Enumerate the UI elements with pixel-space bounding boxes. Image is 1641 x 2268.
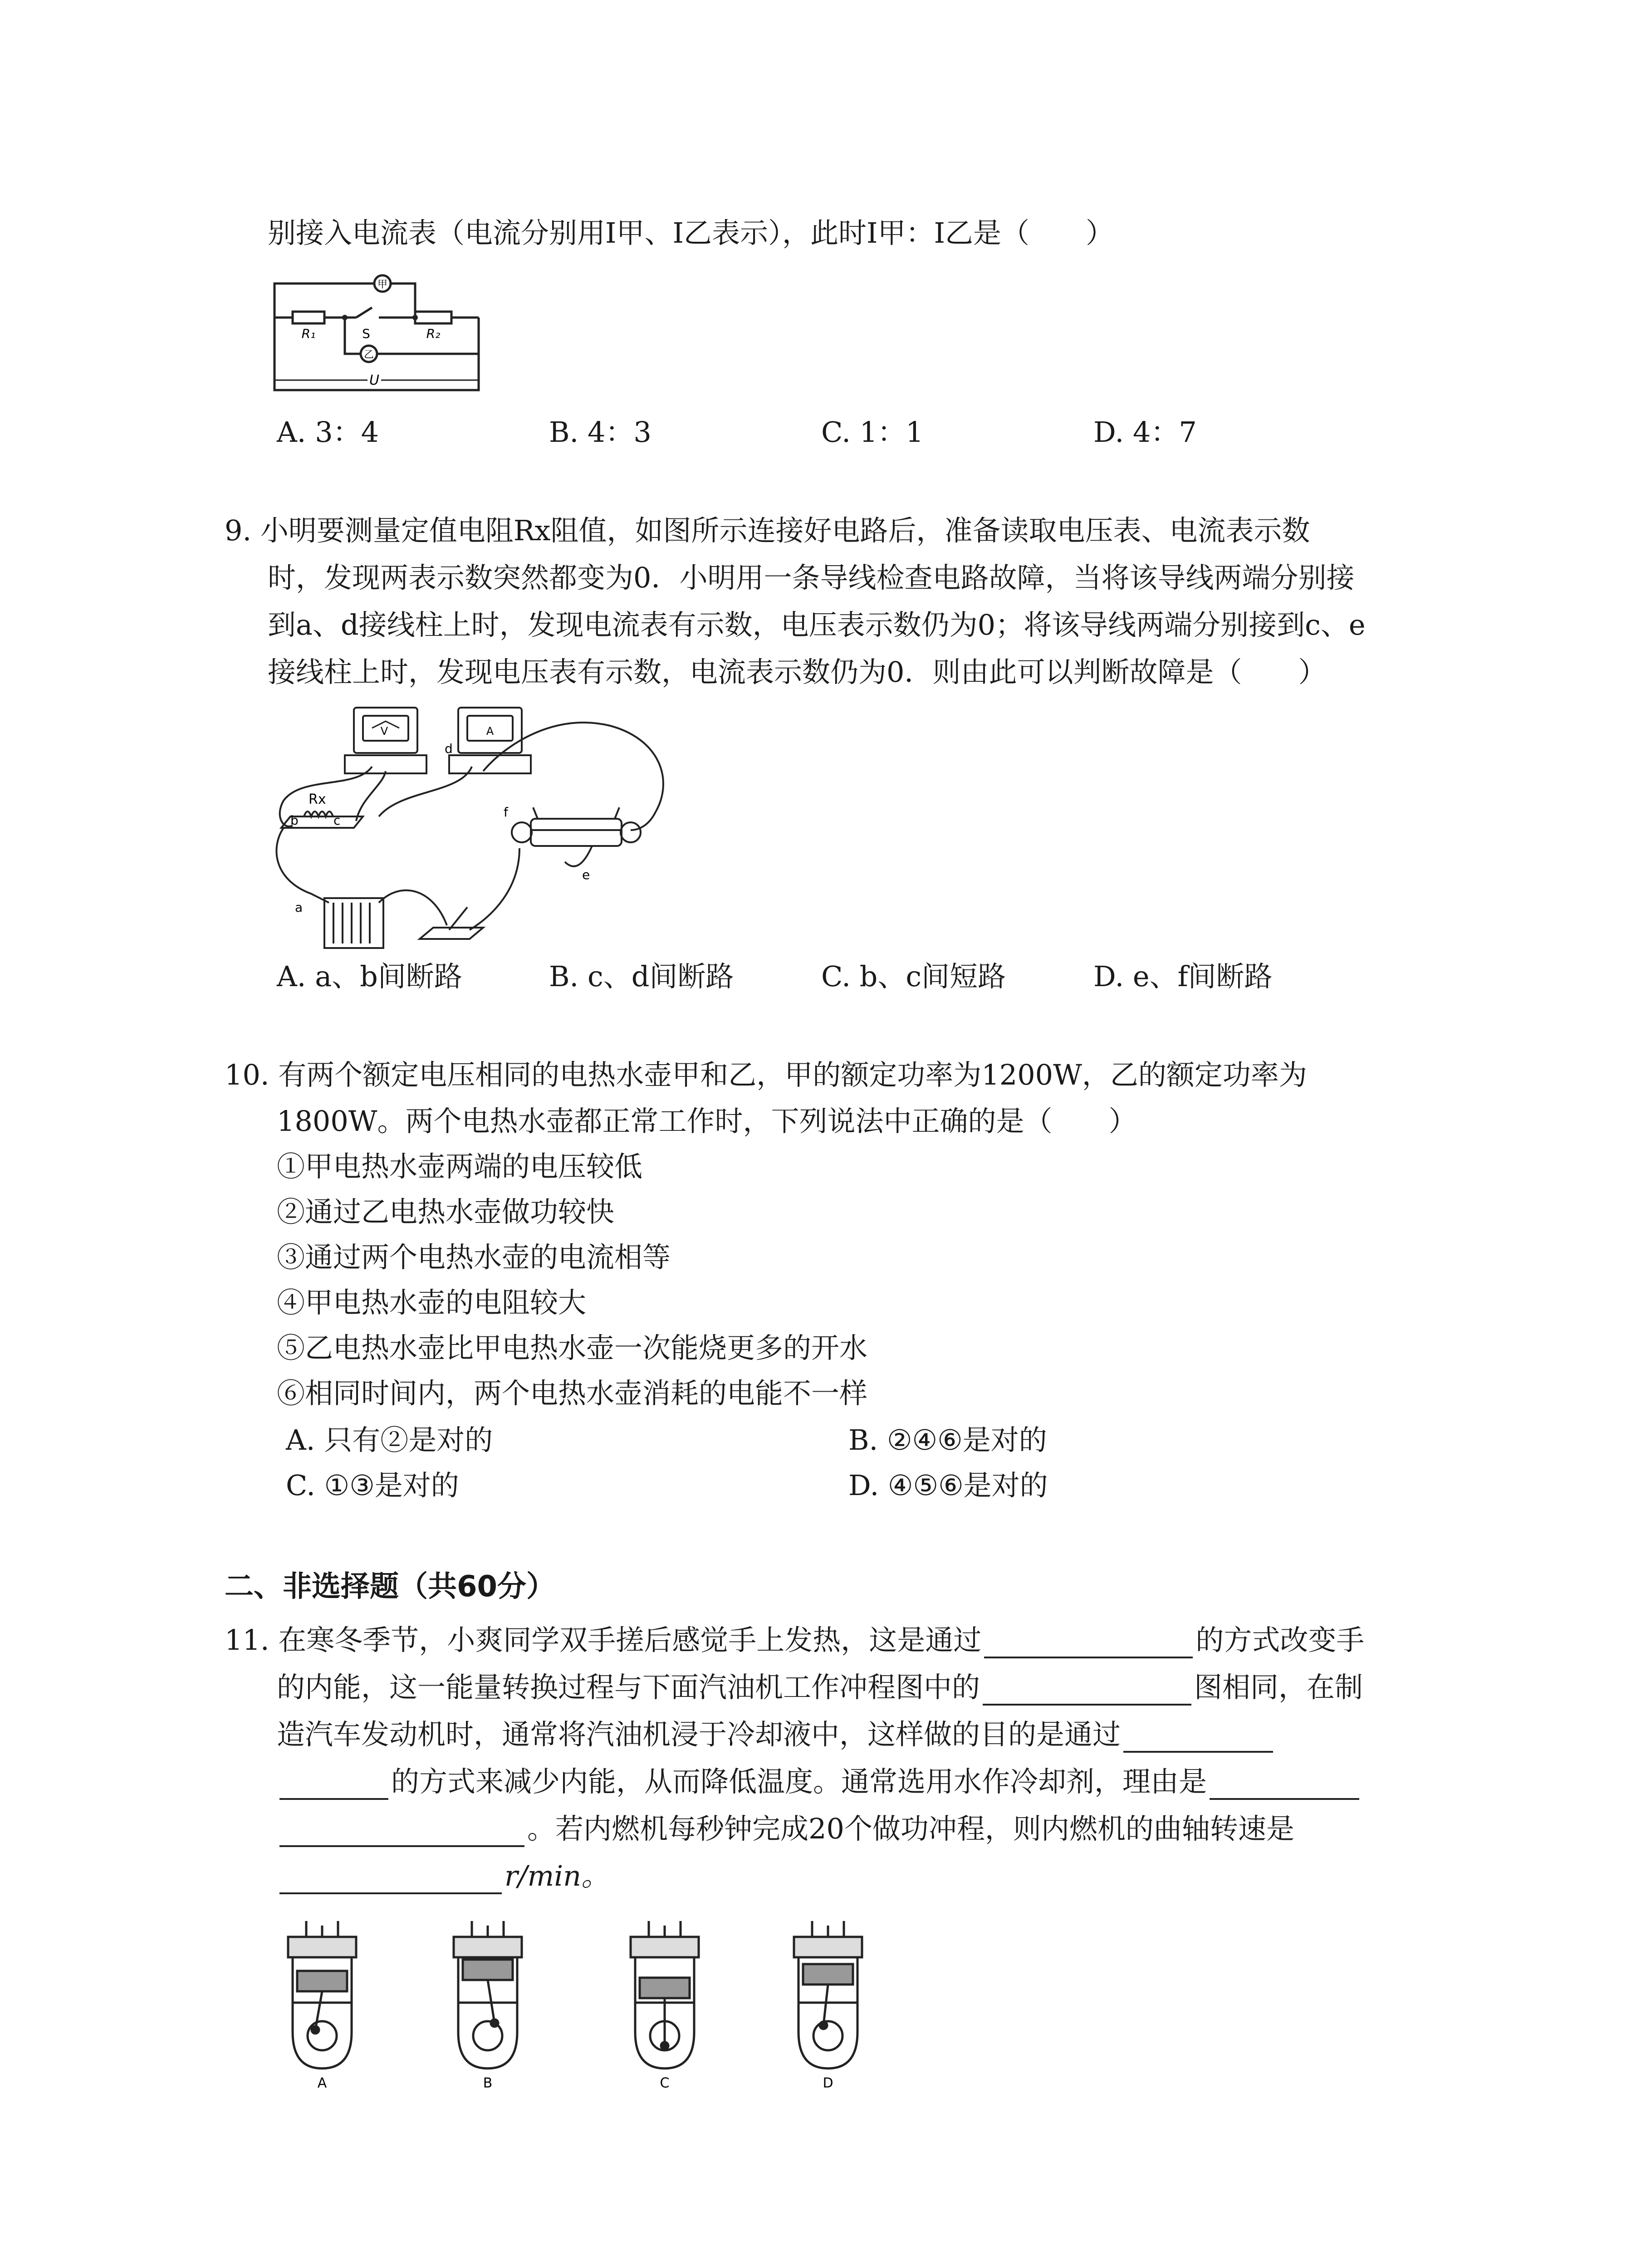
q9-ammeter-a: A bbox=[486, 725, 494, 738]
q11-line-3 bbox=[277, 1716, 1276, 1753]
q10-stem-line: 10. 有两个额定电压相同的电热水壶甲和乙，甲的额定功率为1200W，乙的额定功率为 bbox=[225, 1058, 1307, 1091]
q11-line-4 bbox=[277, 1764, 1362, 1800]
q11-text: 图相同，在制 bbox=[1194, 1671, 1363, 1704]
q10-option-b[interactable]: B. ②④⑥是对的 bbox=[848, 1423, 1047, 1457]
q8-fig-u: U bbox=[369, 372, 379, 388]
q8-fig-s: S bbox=[362, 326, 370, 341]
q11-blank-2[interactable] bbox=[983, 1676, 1191, 1706]
q9-option-d[interactable]: D. e、f间断路 bbox=[1093, 960, 1273, 993]
q11-text: 造汽车发动机时，通常将汽油机浸于冷却液中，这样做的目的是通过 bbox=[277, 1718, 1121, 1751]
q9-option-c[interactable]: C. b、c间短路 bbox=[821, 960, 1006, 993]
q11-line-6 bbox=[277, 1858, 609, 1894]
q11-engine-b bbox=[438, 1919, 538, 2091]
q11-blank-3[interactable] bbox=[1123, 1723, 1273, 1753]
q10-statement: ④甲电热水壶的电阻较大 bbox=[277, 1286, 587, 1319]
q9-stem-line: 9. 小明要测量定值电阻Rx阻值，如图所示连接好电路后，准备读取电压表、电流表示数 bbox=[225, 514, 1310, 547]
q11-text: 的方式来减少内能，从而降低温度。通常选用水作冷却剂，理由是 bbox=[391, 1765, 1207, 1798]
engine-label: A bbox=[317, 2075, 327, 2091]
q11-blank-5[interactable] bbox=[279, 1864, 502, 1894]
q11-engine-d bbox=[778, 1919, 878, 2091]
q11-text: 的方式改变手 bbox=[1195, 1623, 1365, 1657]
section-title: 二、非选择题（共60分） bbox=[225, 1570, 556, 1603]
q9-fig-c: c bbox=[333, 813, 341, 828]
q10-statement: ③通过两个电热水壶的电流相等 bbox=[277, 1241, 671, 1274]
q11-engine-c bbox=[615, 1919, 715, 2091]
q10-option-c[interactable]: C. ①③是对的 bbox=[286, 1469, 459, 1502]
q8-option-c[interactable]: C. 1：1 bbox=[821, 415, 924, 449]
q9-fig-b: b bbox=[290, 813, 299, 828]
q10-statement: ②通过乙电热水壶做功较快 bbox=[277, 1195, 615, 1228]
q10-option-d[interactable]: D. ④⑤⑥是对的 bbox=[848, 1469, 1048, 1502]
q10-statement: ⑤乙电热水壶比甲电热水壶一次能烧更多的开水 bbox=[277, 1331, 868, 1364]
q10-statement: ⑥相同时间内，两个电热水壶消耗的电能不一样 bbox=[277, 1377, 868, 1410]
q9-circuit-figure bbox=[265, 699, 687, 953]
q11-text: 。若内燃机每秒钟完成20个做功冲程，则内燃机的曲轴转速是 bbox=[527, 1812, 1294, 1845]
q8-fig-yi: 乙 bbox=[363, 349, 374, 361]
q9-voltmeter-v: V bbox=[380, 725, 388, 738]
q8-circuit-figure bbox=[265, 268, 488, 404]
q8-option-a[interactable]: A. 3：4 bbox=[277, 415, 379, 449]
q10-option-a[interactable]: A. 只有②是对的 bbox=[286, 1423, 493, 1457]
q11-blank-4-cont[interactable] bbox=[279, 1817, 524, 1847]
q11-line-2 bbox=[277, 1669, 1363, 1706]
q9-stem-line: 时，发现两表示数突然都变为0．小明用一条导线检查电路故障，当将该导线两端分别接 bbox=[268, 561, 1355, 594]
q9-option-b[interactable]: B. c、d间断路 bbox=[549, 960, 734, 993]
engine-label: D bbox=[823, 2075, 833, 2091]
q9-option-a[interactable]: A. a、b间断路 bbox=[277, 960, 462, 993]
q10-stem-line: 1800W。两个电热水壶都正常工作时，下列说法中正确的是（ ） bbox=[277, 1105, 1137, 1138]
q9-stem-line: 到a、d接线柱上时，发现电流表有示数，电压表示数仍为0；将该导线两端分别接到c、e bbox=[268, 608, 1366, 641]
q8-option-d[interactable]: D. 4：7 bbox=[1093, 415, 1197, 449]
q11-blank-1[interactable] bbox=[984, 1628, 1193, 1658]
q9-fig-e: e bbox=[582, 867, 590, 882]
q9-stem-line: 接线柱上时，发现电压表有示数，电流表示数仍为0．则由此可以判断故障是（ ） bbox=[268, 655, 1327, 689]
q11-text: 的内能，这一能量转换过程与下面汽油机工作冲程图中的 bbox=[277, 1671, 980, 1704]
q9-fig-a: a bbox=[295, 900, 303, 915]
q10-statement: ①甲电热水壶两端的电压较低 bbox=[277, 1150, 643, 1183]
q11-text: 11. 在寒冬季节，小爽同学双手搓后感觉手上发热，这是通过 bbox=[225, 1623, 982, 1657]
q8-option-b[interactable]: B. 4：3 bbox=[549, 415, 652, 449]
q11-unit: r/min。 bbox=[505, 1859, 610, 1892]
q11-blank-4[interactable] bbox=[1210, 1770, 1359, 1800]
q11-line-5 bbox=[277, 1811, 1294, 1847]
q8-stem-line: 别接入电流表（电流分别用I甲、I乙表示），此时I甲：I乙是（ ） bbox=[268, 216, 1114, 249]
q11-engine-a bbox=[272, 1919, 372, 2091]
engine-label: C bbox=[660, 2075, 670, 2091]
q11-blank-3-cont[interactable] bbox=[279, 1770, 388, 1800]
q8-fig-jia: 甲 bbox=[377, 279, 388, 290]
q9-fig-d: d bbox=[445, 741, 453, 756]
q9-fig-rx: Rx bbox=[309, 792, 326, 807]
engine-label: B bbox=[483, 2075, 493, 2091]
q11-line-1 bbox=[225, 1622, 1364, 1658]
q8-fig-r2: R₂ bbox=[426, 326, 441, 341]
q8-fig-r1: R₁ bbox=[301, 326, 316, 341]
q9-fig-f: f bbox=[504, 805, 508, 820]
